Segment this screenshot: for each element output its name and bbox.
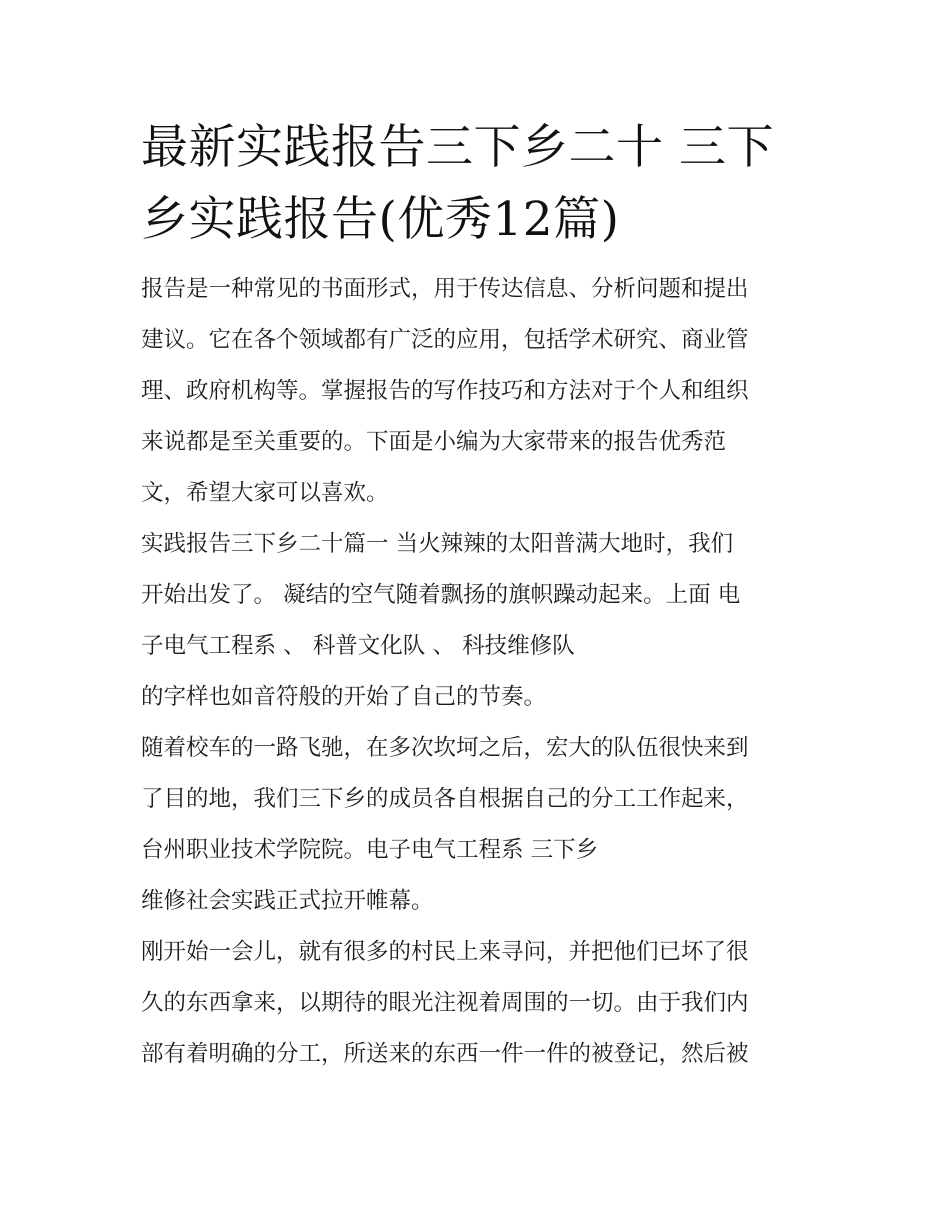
body-line: 开始出发了。 凝结的空气随着飘扬的旗帜躁动起来。上面 电 (141, 582, 741, 608)
body-line: 建议。它在各个领域都有广泛的应用，包括学术研究、商业管 (141, 327, 749, 353)
body-line: 来说都是至关重要的。下面是小编为大家带来的报告优秀范 (141, 429, 727, 455)
body-line: 文，希望大家可以喜欢。 (141, 480, 389, 506)
document-content (141, 112, 821, 1080)
body-line: 久的东西拿来，以期待的眼光注视着周围的一切。由于我们内 (141, 990, 749, 1016)
body-line: 报告是一种常见的书面形式，用于传达信息、分析问题和提出 (141, 276, 749, 302)
body-line: 理、政府机构等。掌握报告的写作技巧和方法对于个人和组织 (141, 378, 749, 404)
body-line: 子电气工程系 、 科普文化队 、 科技维修队 (141, 633, 575, 659)
document-title (141, 112, 821, 256)
body-line: 的字样也如音符般的开始了自己的节奏。 (141, 684, 547, 710)
body-line: 了目的地，我们三下乡的成员各自根据自己的分工工作起来， (141, 786, 749, 812)
body-line: 台州职业技术学院院。电子电气工程系 三下乡 (141, 837, 599, 863)
document-body (141, 264, 821, 1080)
title-line-2: 乡实践报告(优秀12篇) (141, 192, 620, 247)
body-line: 部有着明确的分工，所送来的东西一件一件的被登记，然后被 (141, 1041, 749, 1067)
body-line: 实践报告三下乡二十篇一 当火辣辣的太阳普满大地时，我们 (141, 531, 734, 557)
title-line-1: 最新实践报告三下乡二十 三下 (141, 120, 774, 175)
body-line: 维修社会实践正式拉开帷幕。 (141, 888, 434, 914)
body-line: 随着校车的一路飞驰，在多次坎坷之后，宏大的队伍很快来到 (141, 735, 749, 761)
body-line: 刚开始一会儿，就有很多的村民上来寻问，并把他们已坏了很 (141, 939, 749, 965)
